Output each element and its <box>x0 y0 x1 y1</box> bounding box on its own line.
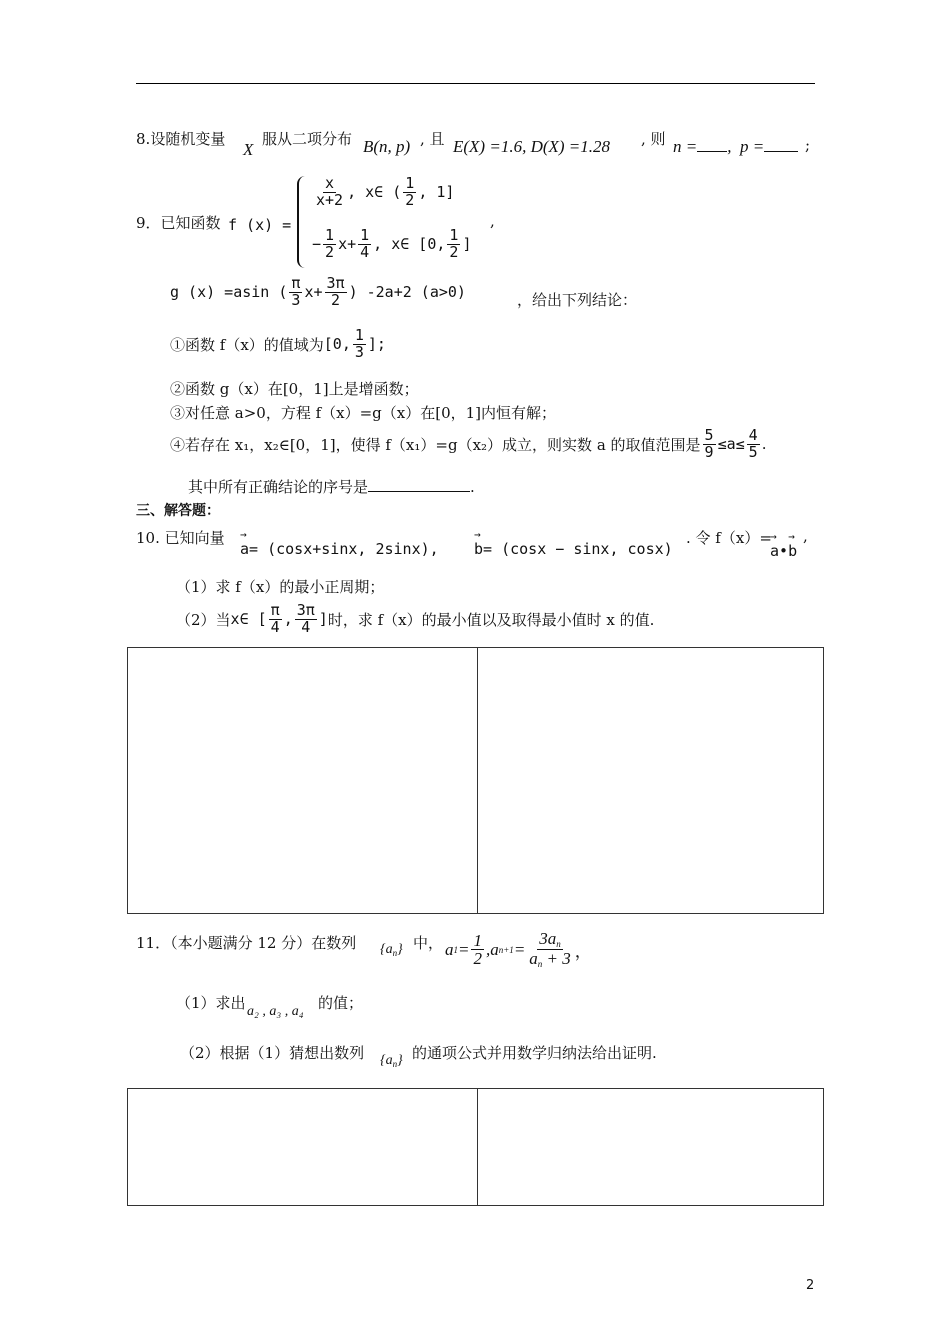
q9-case1-dom-num: 1 <box>405 174 415 192</box>
q9-case2-den1: 2 <box>325 242 335 261</box>
q9-c4-end: . <box>761 435 767 454</box>
q9-ask <box>188 476 475 497</box>
q10-p2-num2: 3π <box>296 601 315 619</box>
q11-rec-den-sub: n <box>537 959 543 970</box>
q9-c4-num1: 5 <box>704 426 714 444</box>
q9-case2-dom-den: 2 <box>449 242 459 261</box>
q9-c1-open: [0, <box>323 335 351 354</box>
q10-p2-comma: , <box>283 610 293 629</box>
q9-c1-num: 1 <box>354 326 364 344</box>
q8-end: ; <box>805 136 811 154</box>
q9-c4-frac2 <box>747 428 760 461</box>
q9-c4-mid: ≤a≤ <box>717 435 745 454</box>
q9-case1-frac <box>314 176 345 209</box>
q11-rec-num-sub: n <box>556 939 561 949</box>
header-rule <box>136 83 815 84</box>
q10-b-symbol: → b <box>474 540 483 558</box>
q10-dot: • <box>779 542 789 560</box>
q10-comma: , <box>429 540 439 558</box>
q8-number: 8. <box>136 130 151 148</box>
q11-p2-seq-a: {a <box>380 1053 393 1068</box>
q9-c4-text: ④若存在 x₁，x₂∈[0，1]，使得 f（x₁）=g（x₂）成立，则实数 a 的取值范围是 <box>170 435 701 454</box>
q9-g-tail: ，给出下列结论： <box>517 291 638 309</box>
q9-case-1 <box>312 176 454 209</box>
q10-p2-den2: 4 <box>301 617 311 636</box>
q9-g-post: ) -2a+2 (a>0) <box>348 283 466 302</box>
q8-dist: B(n, p) <box>363 137 411 156</box>
q11-p2-seq <box>380 1053 403 1069</box>
q11-answer-divider <box>477 1089 478 1205</box>
q9-ask-text: 其中所有正确结论的序号是 <box>188 478 369 496</box>
q9-case1-num: x <box>325 174 335 192</box>
q9-g-den1: 3 <box>291 290 301 309</box>
q9-c4-num2: 4 <box>748 426 758 444</box>
q10-dot-a: → a <box>770 542 779 560</box>
q10-a-expr: = (cosx+sinx, 2sinx) <box>249 540 430 558</box>
q9-case2-dom-frac <box>447 228 460 261</box>
q11-rec-den-a: a <box>529 949 538 969</box>
q9-case2-dom-num: 1 <box>449 226 459 244</box>
q8-var: X <box>243 140 254 159</box>
q10-p2-x: x∈ [ <box>230 610 267 629</box>
q9-case2-dom: , x∈ [0, <box>373 235 446 254</box>
q11-part-1 <box>176 992 246 1013</box>
q8-text-b: 服从二项分布 <box>262 130 353 148</box>
q8-ask-n: n = , <box>673 137 732 156</box>
q9-case1-den: x+2 <box>316 190 344 209</box>
q9-brace <box>297 176 307 268</box>
q9-conclusion-2: ②函数 g（x）在[0，1]上是增函数； <box>170 380 419 398</box>
q11-seq-a: {a <box>380 942 393 957</box>
q10-part-2 <box>176 603 654 636</box>
q11-rec-den-post: + 3 <box>542 949 571 969</box>
q11-answer-box[interactable] <box>127 1088 824 1206</box>
q9-case2-num1: 1 <box>325 226 335 244</box>
q10-dot-product <box>770 542 797 560</box>
q10-p2-close: ] <box>318 610 328 629</box>
q11-p2-seq-close: } <box>397 1053 403 1068</box>
q11-a1: a <box>445 939 454 959</box>
q11-seq-close: } <box>397 942 403 957</box>
q11-half <box>471 932 484 969</box>
q9-case-2 <box>312 228 471 261</box>
q10-answer-box[interactable] <box>127 647 824 914</box>
q9-fx: f (x) = <box>228 216 292 234</box>
q10-end: , <box>803 527 808 545</box>
q10-let: . 令 f（x）= <box>686 529 772 547</box>
q9-answer-blank[interactable] <box>368 491 470 492</box>
q11-p1-pre: （1）求出 <box>176 994 246 1012</box>
q11-p1-post: 的值； <box>318 994 364 1012</box>
q9-ask-end: . <box>470 478 475 496</box>
q10-dot-b: → b <box>788 542 797 560</box>
q11-recurrence <box>445 930 592 970</box>
q11-mid: 中， <box>413 934 444 952</box>
q11-an1: a <box>490 939 499 959</box>
q9-case2-frac2 <box>358 228 371 261</box>
q9-c4-frac1 <box>703 428 716 461</box>
q8-cond: E(X) =1.6, D(X) =1.28 <box>453 137 611 156</box>
q11-end: ， <box>574 942 592 962</box>
q9-case1-dom-frac <box>403 176 416 209</box>
q11-half-den: 2 <box>473 949 482 969</box>
q10-a-vector <box>240 540 439 558</box>
q9-comma: , <box>490 212 495 230</box>
q9-conclusion-1 <box>170 328 386 361</box>
q9-c1-frac <box>353 328 366 361</box>
q11-seq <box>380 942 403 958</box>
q9-c1-close: ]; <box>367 335 386 354</box>
q11-half-num: 1 <box>473 930 482 950</box>
q9-case2-den2: 4 <box>360 242 370 261</box>
q9-case2-pre: − <box>312 235 322 254</box>
q9-case1-dom-den: 2 <box>405 190 415 209</box>
q10-p2-num1: π <box>270 601 280 619</box>
q10-answer-divider <box>477 648 478 913</box>
q10-p2-pre: （2）当 <box>176 610 231 629</box>
q9-g-num2: 3π <box>326 274 345 292</box>
q9-g-mid: x+ <box>304 283 323 302</box>
q11-a1-sub: 1 <box>453 944 458 955</box>
q9-number: 9．已知函数 <box>136 214 221 232</box>
q11-eq1: = <box>458 939 470 959</box>
q11-rec-num <box>537 930 563 950</box>
q9-g-num1: π <box>291 274 301 292</box>
q11-rec-num-a: 3a <box>539 929 557 948</box>
page-number: 2 <box>806 1278 815 1293</box>
question-8 <box>136 128 225 149</box>
q9-c1-text: ①函数 f（x）的值域为 <box>170 335 324 354</box>
q9-conclusion-4 <box>170 428 766 461</box>
q11-p1-terms: a₂ , a₃ , a₄ <box>247 1004 304 1019</box>
q8-text-c: , 且 <box>420 130 445 148</box>
q10-p2-den1: 4 <box>270 617 280 636</box>
q9-g-def <box>170 276 466 309</box>
q9-g-frac2 <box>325 276 347 309</box>
section-3-heading: 三、解答题： <box>136 503 220 519</box>
q9-conclusion-3: ③对任意 a>0，方程 f（x）=g（x）在[0，1]内恒有解； <box>170 404 557 422</box>
q9-case2-dom-end: ] <box>462 235 472 254</box>
q10-p2-frac2 <box>295 603 317 636</box>
q10-number: 10. 已知向量 <box>136 529 225 547</box>
q8-ask-p-text: p = <box>740 137 765 156</box>
q8-ask-n-text: n = <box>673 137 698 156</box>
q11-p2-seq-sub: n <box>392 1059 398 1069</box>
q11-eq2: = <box>513 939 526 959</box>
q11-number: 11．（本小题满分 12 分）在数列 <box>136 934 357 952</box>
q9-c4-den2: 5 <box>748 442 758 461</box>
q10-a-symbol: → a <box>240 540 249 558</box>
q8-text-d: , 则 <box>641 130 666 148</box>
q11-an1-sub: n+1 <box>498 944 514 955</box>
q11-rec-den <box>527 950 572 969</box>
q10-p2-post: 时，求 f（x）的最小值以及取得最小值时 x 的值. <box>327 610 655 629</box>
q9-g-den2: 2 <box>331 290 341 309</box>
q10-p2-frac1 <box>269 603 282 636</box>
q8-ask-p <box>740 137 798 157</box>
q9-g-frac1 <box>289 276 302 309</box>
q11-p2-post: 的通项公式并用数学归纳法给出证明. <box>412 1044 657 1062</box>
q8-blank-p[interactable] <box>764 151 798 152</box>
q9-case2-mid: x+ <box>338 235 357 254</box>
q9-case1-dom: , x∈ ( <box>347 183 402 202</box>
q9-c4-den1: 9 <box>704 442 714 461</box>
q11-seq-sub: n <box>392 948 398 958</box>
q8-blank-n[interactable] <box>697 151 727 152</box>
q9-case2-frac1 <box>323 228 336 261</box>
q10-part-1: （1）求 f（x）的最小正周期； <box>176 578 385 596</box>
q11-comma1: , <box>485 939 491 959</box>
q9-g-pre: g (x) =asin ( <box>170 283 288 302</box>
q10-b-vector <box>474 540 673 558</box>
q9-case1-dom-end: , 1] <box>418 183 455 202</box>
q9-c1-den: 3 <box>354 342 364 361</box>
q9-case2-num2: 1 <box>360 226 370 244</box>
q11-rec-frac <box>527 930 572 970</box>
q10-b-expr: = (cosx − sinx, cosx) <box>483 540 673 558</box>
q11-part-2: （2）根据（1）猜想出数列 <box>180 1044 365 1062</box>
q8-text-a: 设随机变量 <box>150 130 226 148</box>
